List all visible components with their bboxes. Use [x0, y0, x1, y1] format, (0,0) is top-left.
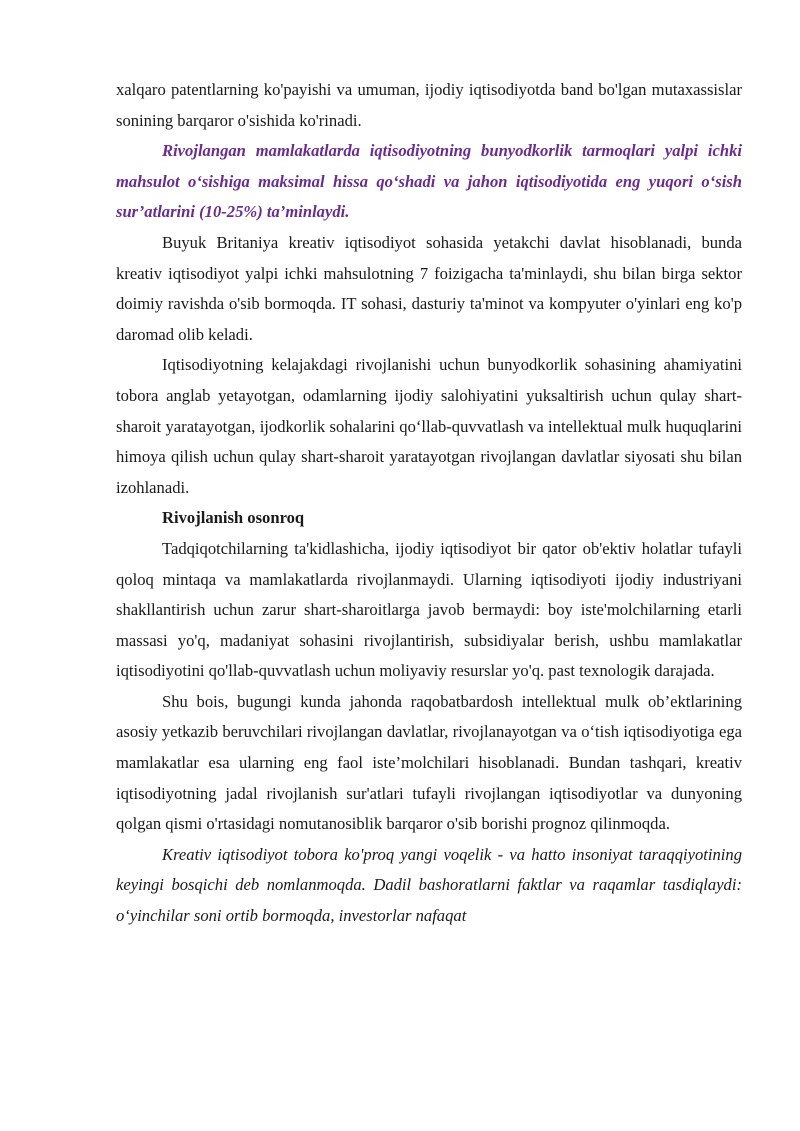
- highlighted-paragraph: Rivojlangan mamlakatlarda iqtisodiyotning bunyodkorlik tarmoqlari yalpi ichki mahsulot o‘sishiga maksimal hissa qo‘shadi va jahon iqtisodiyotida eng yuqori o‘sish sur’atlarini (10-25%) ta’minlaydi.: [116, 141, 742, 222]
- section-heading: Rivojlanish osonroq: [162, 508, 305, 528]
- paragraph-new-reality: Kreativ iqtisodiyot tobora ko'proq yangi voqelik - va hatto insoniyat taraqqiyotining keyingi bosqichi deb nomlanmoqda. Dadil bashoratlarni faktlar va raqamlar tasdiqlaydi: o‘yinchilar soni ortib bormoqda, investorlar nafaqat: [116, 844, 742, 926]
- paragraph-researchers: Tadqiqotchilarning ta'kidlashicha, ijodiy iqtisodiyot bir qator ob'ektiv holatlar tufayli qoloq mintaqa va mamlakatlarda rivojlanmaydi. Ularning iqtisodiyoti ijodiy industriyani shakllantirish uchun zarur shart-sharoitlarga javob bermaydi: boy iste'molchilarning etarli massasi yo'q, madaniyat sohasini rivojlantirish, subsidiyalar berish, ushbu mamlakatlar iqtisodiyotini qo'llab-quvvatlash uchun moliyaviy resurslar yo'q. past texnologik darajada.: [116, 538, 742, 681]
- document-page: [116, 75, 742, 932]
- paragraph-continuation: xalqaro patentlarning ko'payishi va umuman, ijodiy iqtisodiyotda band bo'lgan mutaxassislar sonining barqaror o'sishida ko'rinadi.: [116, 80, 742, 130]
- paragraph-developed-countries-policy: Iqtisodiyotning kelajakdagi rivojlanishi uchun bunyodkorlik sohasining ahamiyatini tobora anglab yetayotgan, odamlarning ijodiy salohiyatini yuksaltirish uchun qulay shart-sharoit yaratayotgan, ijodkorlik sohalarini qo‘llab-quvvatlash va intellektual mulk huquqlarini himoya qilish uchun qulay shart-sharoit yaratayotgan rivojlangan davlatlar siyosati shu bilan izohlanadi.: [116, 355, 742, 497]
- paragraph-intellectual-property: Shu bois, bugungi kunda jahonda raqobatbardosh intellektual mulk ob’ektlarining asosiy yetkazib beruvchilari rivojlangan davlatlar, rivojlanayotgan va o‘tish iqtisodiyotiga ega mamlakatlar esa ularning eng faol iste’molchilari hisoblanadi. Bundan tashqari, kreativ iqtisodiyotning jadal rivojlanish sur'atlari tufayli rivojlangan iqtisodiyotlar va dunyoning qolgan qismi o'rtasidagi nomutanosiblik barqaror o'sib borishi prognoz qilinmoqda.: [116, 691, 742, 834]
- paragraph-uk-creative-economy: Buyuk Britaniya kreativ iqtisodiyot sohasida yetakchi davlat hisoblanadi, bunda kreativ iqtisodiyot yalpi ichki mahsulotning 7 foizigacha ta'minlaydi, shu bilan birga sektor doimiy ravishda o'sib bormoqda. IT sohasi, dasturiy ta'minot va kompyuter o'yinlari eng ko'p daromad olib keladi.: [116, 232, 742, 344]
